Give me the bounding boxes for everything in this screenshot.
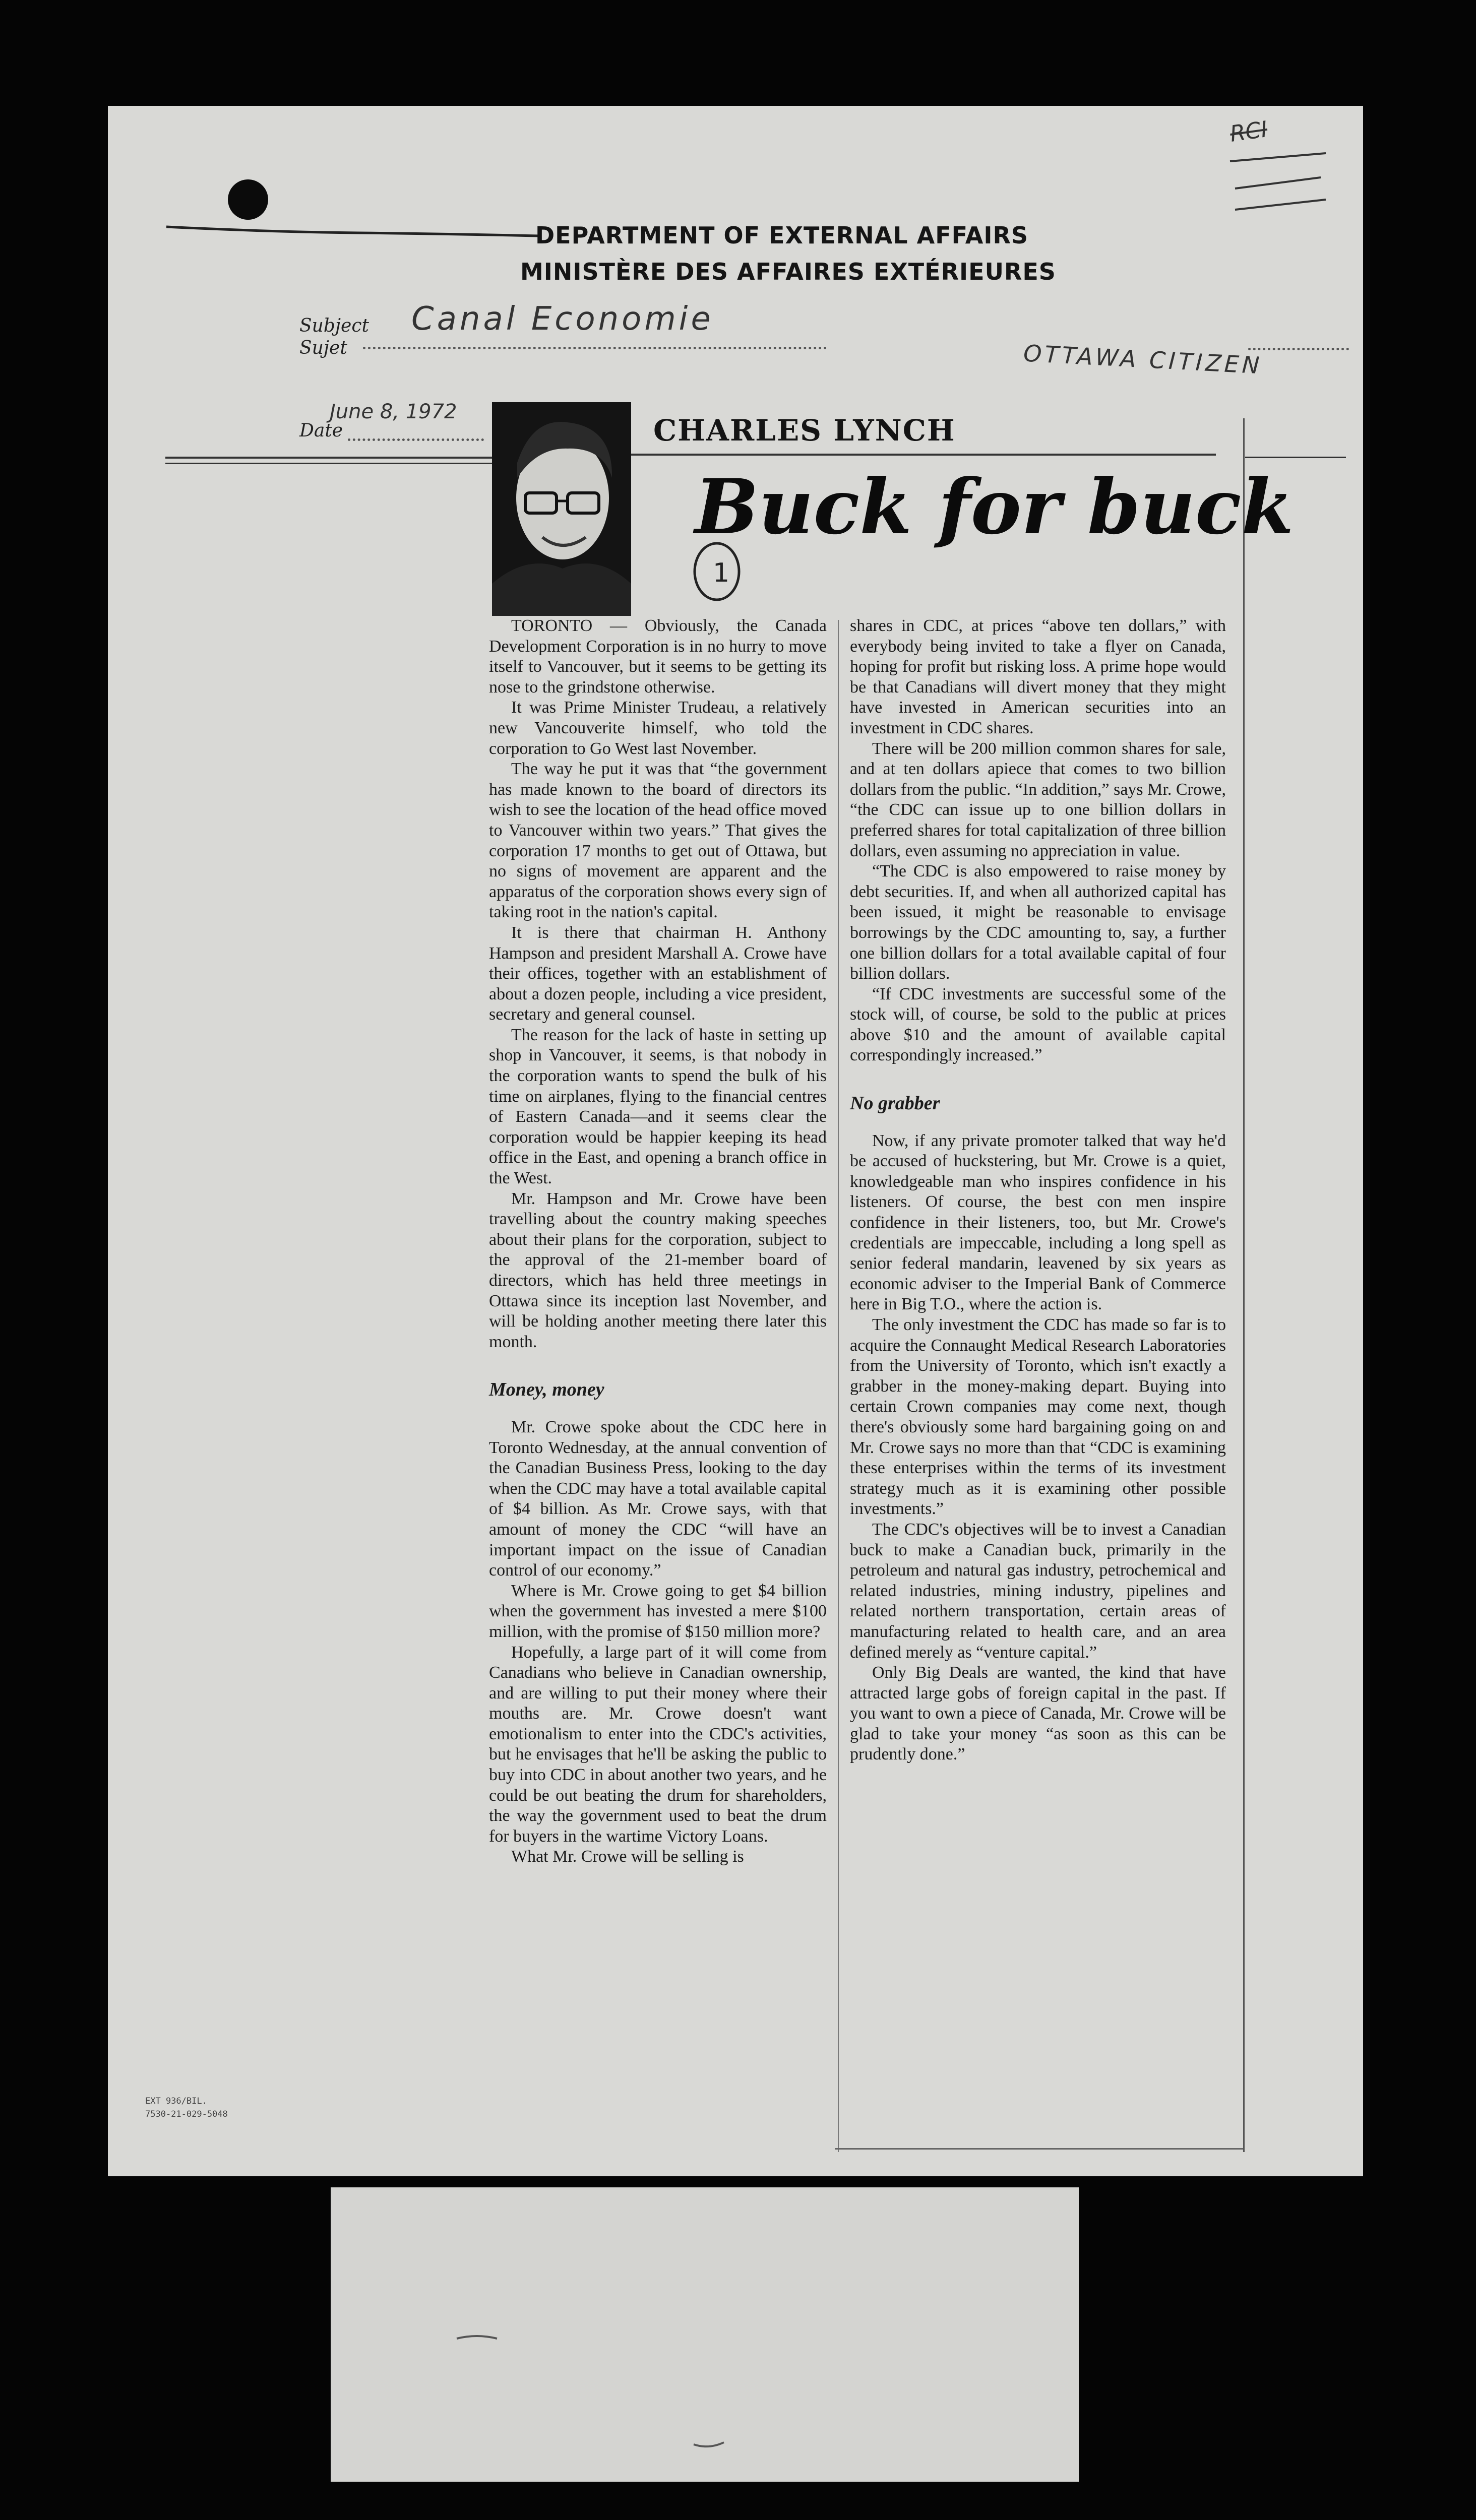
rule-byline (631, 454, 1216, 456)
col1-paragraph: Where is Mr. Crowe going to get $4 billion when the government has invested a mere $100 million, with the promise of $150 million more? (489, 1581, 827, 1641)
source-line (1248, 348, 1349, 350)
article-column-2 (850, 616, 1226, 1765)
corner-strikes (1225, 151, 1336, 222)
slip-marks (331, 2187, 1079, 2482)
col1-paragraph: What Mr. Crowe will be selling is (511, 1847, 744, 1866)
col1-paragraph: TORONTO — Obviously, the Canada Development Corporation is in no hurry to move itself to Vancouver, but it seems to be getting its nose to the grindstone otherwise. (489, 616, 827, 697)
subject-handwritten: Canal Economie (411, 300, 714, 338)
col2-paragraph: The only investment the CDC has made so far is to acquire the Connaught Medical Research Laboratories from the University of Toronto, which isn't exactly a grabber in the money-making depart. Buying into certain Crown companies may come next, though there's obviously some hard bargaining going on and Mr. Crowe says no more than that “CDC is examining these enterprises within the terms of its investment strategy much as it is examining other possible investments.” (850, 1315, 1226, 1519)
col2-paragraph: There will be 200 million common shares for sale, and at ten dollars apiece that comes to two billion dollars from the public. “In addition,” says Mr. Crowe, “the CDC can issue up to one billion dollars in preferred shares for total capitalization of three billion dollars, even assuming no appreciation in value. (850, 739, 1226, 860)
form-code-2: 7530-21-029-5048 (145, 2109, 228, 2119)
col1-paragraph: Mr. Crowe spoke about the CDC here in Toronto Wednesday, at the annual convention of the Canadian Business Press, looking to the day when the CDC may have a total available capital of $4 billion. As Mr. Crowe says, with that amount of money the CDC “will have an important impact on the issue of Canadian control of our economy.” (489, 1417, 827, 1580)
byline: CHARLES LYNCH (653, 413, 956, 448)
rule-right (1245, 457, 1346, 458)
department-fr: MINISTÈRE DES AFFAIRES EXTÉRIEURES (520, 258, 1056, 285)
headline: Buck for buck (695, 463, 1294, 551)
department-en: DEPARTMENT OF EXTERNAL AFFAIRS (535, 222, 1029, 249)
article-column-1 (489, 616, 827, 1867)
sujet-label: Sujet (299, 338, 347, 358)
col1-paragraph: The reason for the lack of haste in setting up shop in Vancouver, it seems, is that nobody in the corporation wants to spend the bulk of his time on airplanes, flying to the financial centres of Eastern Canada—and it seems clear the corporation would be happier keeping its head office in the East, and opening a branch office in the West. (489, 1025, 827, 1188)
date-line (348, 438, 484, 441)
clipping-edge-right (1243, 418, 1245, 2152)
source-handwritten: OTTAWA CITIZEN (1022, 339, 1263, 380)
subject-label: Subject (299, 316, 369, 336)
col2-paragraph: The CDC's objectives will be to invest a Canadian buck to make a Canadian buck, primarily in the petroleum and natural gas industry, petrochemical and related industries, mining industry, pipelines and related northern transportation, certain areas of manufacturing related to health care, and an area defined merely as “venture capital.” (850, 1520, 1226, 1662)
header-swash (166, 212, 544, 252)
corner-marks: RCI (1228, 116, 1269, 147)
circled-mark-text: 1 (713, 558, 730, 588)
rule-left-2 (165, 463, 492, 464)
blank-slip (331, 2187, 1079, 2482)
column-divider (838, 620, 839, 2152)
col1-paragraph: Hopefully, a large part of it will come from Canadians who believe in Canadian ownership, and are willing to put their money where their mouths are. Mr. Crowe doesn't want emotionalism to enter into the CDC's activities, but he envisages that he'll be asking the public to buy into CDC in about another two years, and he could be out beating the drum for shareholders, the way the government used to beat the drum for buyers in the wartime Victory Loans. (489, 1643, 827, 1846)
subject-line (363, 347, 827, 349)
col1-paragraph: Mr. Hampson and Mr. Crowe have been travelling about the country making speeches about their plans for the corporation, subject to the approval of the 21-member board of directors, which has held three meetings in Ottawa since its inception last November, and will be holding another meeting there later this month. (489, 1189, 827, 1351)
subhead-no-grabber: No grabber (850, 1093, 940, 1114)
subhead-money-money: Money, money (489, 1379, 604, 1401)
rule-left-1 (165, 457, 492, 459)
col2-paragraph: shares in CDC, at prices “above ten dollars,” with everybody being invited to take a flyer on Canada, hoping for profit but risking loss. A prime hope would be that Canadians will divert money that they might have invested in American securities into an investment in CDC shares. (850, 616, 1226, 737)
date-handwritten: June 8, 1972 (330, 400, 457, 423)
circled-mark (691, 539, 746, 605)
col2-paragraph: “If CDC investments are successful some of the stock will, of course, be sold to the public at prices above $10 and the amount of available capital correspondingly increased.” (850, 984, 1226, 1065)
col2-paragraph: Only Big Deals are wanted, the kind that have attracted large gobs of foreign capital in the past. If you want to own a piece of Canada, Mr. Crowe will be glad to take your money “as soon as this can be prudently done.” (850, 1663, 1226, 1764)
col1-paragraph: It is there that chairman H. Anthony Hampson and president Marshall A. Crowe have their offices, together with an establishment of about a dozen people, including a vice president, secretary and general counsel. (489, 923, 827, 1024)
col1-paragraph: The way he put it was that “the government has made known to the board of directors its wish to see the location of the head office moved to Vancouver within two years.” That gives the corporation 17 months to get out of Ottawa, but no signs of movement are apparent and the apparatus of the corporation shows every sign of taking root in the nation's capital. (489, 760, 827, 922)
form-code-1: EXT 936/BIL. (145, 2096, 207, 2106)
clipping-edge-bottom (835, 2148, 1243, 2150)
col2-paragraph: “The CDC is also empowered to raise money by debt securities. If, and when all authorized capital has been issued, it might be reasonable to envisage borrowings by the CDC amounting to, say, a further one billion dollars for a total available capital of four billion dollars. (850, 862, 1226, 983)
author-photo (492, 402, 631, 616)
author-portrait-image (492, 402, 631, 616)
col1-paragraph: It was Prime Minister Trudeau, a relatively new Vancouverite himself, who told the corporation to Go West last November. (489, 698, 827, 758)
col2-paragraph: Now, if any private promoter talked that way he'd be accused of huckstering, but Mr. Crowe is a quiet, knowledgeable man who inspires confidence in his listeners. Of course, the best con men inspire confidence in their listeners, too, but Mr. Crowe's credentials are impeccable, including a long spell as senior federal mandarin, leavened by six years as economic adviser to the Imperial Bank of Commerce here in Big T.O., where the action is. (850, 1131, 1226, 1314)
date-label: Date (299, 420, 343, 441)
